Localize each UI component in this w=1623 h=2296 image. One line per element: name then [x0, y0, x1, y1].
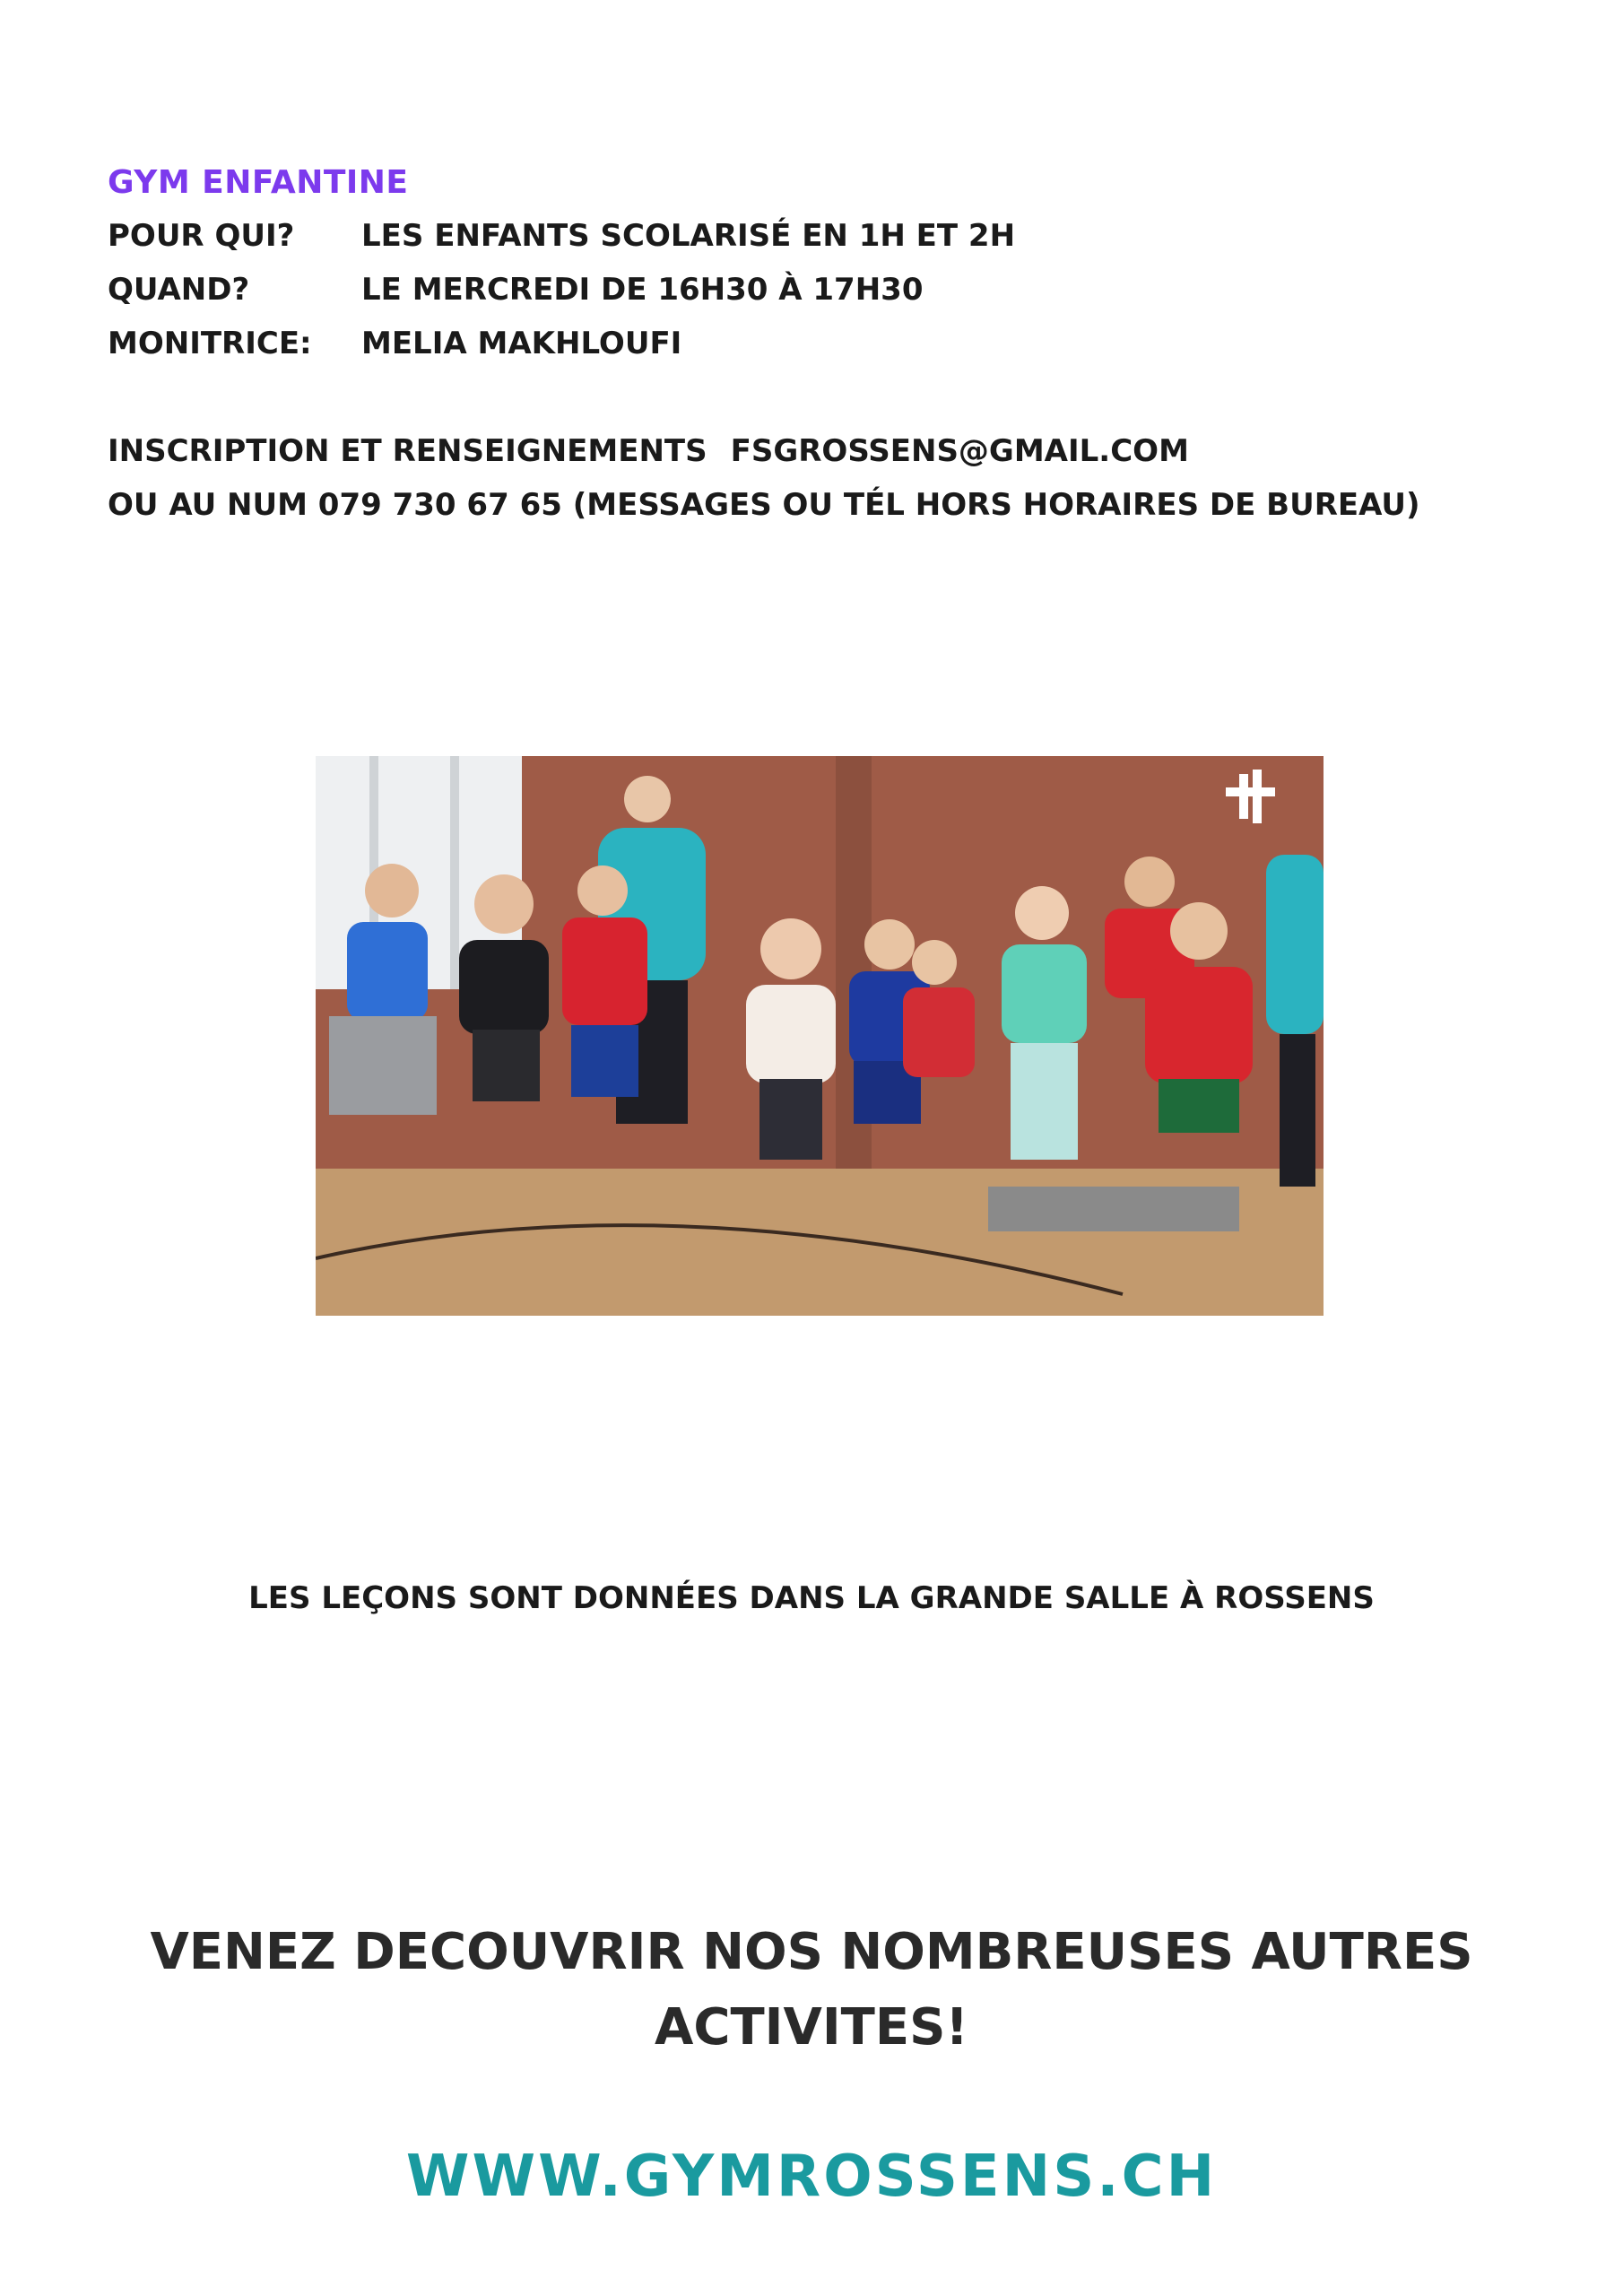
phone-line: OU AU NUM 079 730 67 65 (MESSAGES OU TÉL HORS HORAIRES DE BUREAU) — [108, 487, 1420, 523]
info-row-when — [108, 272, 923, 308]
info-row-instructor — [108, 326, 681, 361]
info-label: POUR QUI? — [108, 218, 295, 254]
location-text: LES LEÇONS SONT DONNÉES DANS LA GRANDE SALLE À ROSSENS — [248, 1580, 1375, 1616]
registration-label: INSCRIPTION ET RENSEIGNEMENTS — [108, 433, 707, 469]
email-address[interactable]: FSGROSSENS@GMAIL.COM — [730, 433, 1189, 469]
call-to-action: VENEZ DECOUVRIR NOS NOMBREUSES AUTRES ACTIVITES! — [150, 1923, 1473, 2057]
info-row-who — [108, 218, 1015, 254]
website-link[interactable]: WWW.GYMROSSENS.CH — [405, 2144, 1218, 2210]
info-label: MONITRICE: — [108, 326, 312, 361]
registration-line — [108, 433, 1189, 469]
children-gym-photo — [316, 756, 1324, 1316]
info-value: LE MERCREDI DE 16H30 À 17H30 — [361, 272, 924, 308]
page-title: GYM ENFANTINE — [108, 164, 409, 201]
info-label: QUAND? — [108, 272, 250, 308]
info-value: MELIA MAKHLOUFI — [361, 326, 682, 361]
info-value: LES ENFANTS SCOLARISÉ EN 1H ET 2H — [361, 218, 1016, 254]
